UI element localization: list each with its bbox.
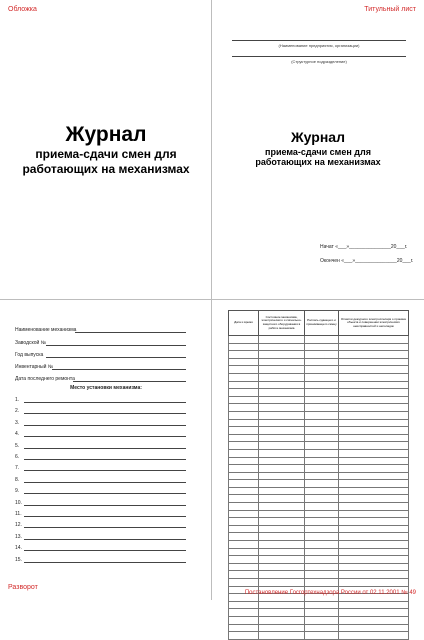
table-cell — [259, 389, 305, 397]
title-page-title: Журнал — [291, 129, 345, 145]
table-cell — [339, 465, 409, 473]
table-cell — [259, 533, 305, 541]
table-cell — [229, 518, 259, 526]
table-cell — [259, 616, 305, 624]
table-cell — [339, 601, 409, 609]
table-cell — [339, 571, 409, 579]
table-cell — [259, 579, 305, 587]
table-cell — [259, 571, 305, 579]
table-cell — [259, 510, 305, 518]
table-cell — [305, 556, 339, 564]
spread-label: Разворот — [8, 584, 38, 591]
table-cell — [305, 434, 339, 442]
table-cell — [259, 419, 305, 427]
title-page-subtitle-line1: приема-сдачи смен для — [265, 147, 371, 157]
place-line — [24, 436, 186, 437]
table-row — [229, 373, 409, 381]
table-cell — [259, 396, 305, 404]
table-cell — [259, 336, 305, 344]
table-row — [229, 457, 409, 465]
table-cell — [339, 556, 409, 564]
table-cell — [229, 632, 259, 640]
table-cell — [305, 525, 339, 533]
field-mechanism-name-label: Наименование механизма — [15, 327, 77, 333]
cover-page — [0, 0, 212, 300]
table-cell — [339, 525, 409, 533]
journal-table-page — [212, 300, 424, 600]
table-cell — [339, 609, 409, 617]
inner-left-page — [0, 300, 212, 600]
table-cell — [259, 503, 305, 511]
table-cell — [229, 525, 259, 533]
table-cell — [339, 366, 409, 374]
place-number: 10. — [15, 499, 22, 506]
table-cell — [339, 358, 409, 366]
place-line — [24, 413, 186, 414]
table-cell — [259, 465, 305, 473]
org-caption: (Наименование предприятия, организации) — [278, 43, 360, 48]
table-cell — [229, 343, 259, 351]
table-cell — [305, 427, 339, 435]
table-row — [229, 541, 409, 549]
table-cell — [339, 427, 409, 435]
table-cell — [229, 571, 259, 579]
table-cell — [305, 411, 339, 419]
table-cell — [229, 480, 259, 488]
table-cell — [305, 336, 339, 344]
table-cell — [339, 434, 409, 442]
table-cell — [229, 351, 259, 359]
horizontal-divider — [0, 299, 424, 300]
header-signature: Роспись сдающего и принимающего смену — [305, 311, 339, 336]
cover-subtitle-line1: приема-сдачи смен для — [35, 147, 177, 161]
table-row — [229, 404, 409, 412]
place-line — [24, 470, 186, 471]
table-cell — [305, 343, 339, 351]
finished-field: Окончен «___»_______________20___г. — [320, 258, 414, 264]
table-row — [229, 358, 409, 366]
table-cell — [305, 442, 339, 450]
table-cell — [259, 480, 305, 488]
field-serial-line — [46, 345, 186, 346]
table-cell — [305, 571, 339, 579]
table-cell — [339, 373, 409, 381]
table-row — [229, 351, 409, 359]
place-line — [24, 448, 186, 449]
table-cell — [229, 503, 259, 511]
table-cell — [229, 563, 259, 571]
table-row — [229, 472, 409, 480]
table-row — [229, 495, 409, 503]
table-cell — [259, 381, 305, 389]
table-row — [229, 533, 409, 541]
table-cell — [339, 472, 409, 480]
table-cell — [229, 381, 259, 389]
title-page — [212, 0, 424, 300]
table-row — [229, 336, 409, 344]
table-row — [229, 571, 409, 579]
table-cell — [305, 510, 339, 518]
table-cell — [339, 381, 409, 389]
table-cell — [259, 495, 305, 503]
table-cell — [339, 389, 409, 397]
table-cell — [259, 609, 305, 617]
table-cell — [229, 495, 259, 503]
field-year-line — [46, 357, 186, 358]
table-cell — [259, 541, 305, 549]
table-cell — [339, 579, 409, 587]
table-cell — [305, 563, 339, 571]
table-cell — [339, 563, 409, 571]
table-cell — [229, 336, 259, 344]
place-number: 14. — [15, 545, 22, 552]
table-row — [229, 396, 409, 404]
table-cell — [259, 487, 305, 495]
org-name-line — [232, 40, 406, 41]
table-cell — [259, 442, 305, 450]
table-row — [229, 487, 409, 495]
table-cell — [259, 343, 305, 351]
table-cell — [305, 503, 339, 511]
table-cell — [305, 457, 339, 465]
table-cell — [339, 616, 409, 624]
table-cell — [229, 449, 259, 457]
table-cell — [229, 427, 259, 435]
table-cell — [339, 343, 409, 351]
table-cell — [305, 609, 339, 617]
place-number: 12. — [15, 522, 22, 529]
table-cell — [259, 563, 305, 571]
table-cell — [259, 556, 305, 564]
footer-reference: Постановление Госгортехнадзора России от 02.11.2001 № 49 — [244, 590, 416, 596]
place-number: 1. — [15, 397, 20, 403]
table-cell — [339, 495, 409, 503]
table-row — [229, 556, 409, 564]
table-row — [229, 548, 409, 556]
table-cell — [339, 533, 409, 541]
table-cell — [339, 548, 409, 556]
table-row — [229, 427, 409, 435]
place-number: 4. — [15, 431, 20, 438]
table-cell — [259, 518, 305, 526]
table-cell — [229, 616, 259, 624]
cover-label: Обложка — [8, 6, 37, 13]
table-cell — [305, 541, 339, 549]
table-row — [229, 563, 409, 571]
table-cell — [339, 487, 409, 495]
table-cell — [259, 525, 305, 533]
table-row — [229, 366, 409, 374]
table-row — [229, 442, 409, 450]
table-cell — [305, 351, 339, 359]
table-row — [229, 510, 409, 518]
table-cell — [305, 449, 339, 457]
table-cell — [339, 632, 409, 640]
table-cell — [339, 541, 409, 549]
table-cell — [229, 609, 259, 617]
table-cell — [339, 480, 409, 488]
table-cell — [229, 548, 259, 556]
table-cell — [339, 518, 409, 526]
table-cell — [259, 548, 305, 556]
table-cell — [259, 624, 305, 632]
table-row — [229, 525, 409, 533]
table-cell — [229, 366, 259, 374]
table-cell — [305, 366, 339, 374]
field-inventory-label: Инвентарный № — [15, 364, 54, 370]
table-cell — [339, 411, 409, 419]
table-cell — [339, 624, 409, 632]
table-cell — [305, 396, 339, 404]
table-cell — [305, 487, 339, 495]
table-cell — [259, 601, 305, 609]
places-heading: Место установки механизма: — [70, 385, 142, 391]
table-row — [229, 434, 409, 442]
table-cell — [305, 480, 339, 488]
table-cell — [229, 358, 259, 366]
place-number: 7. — [15, 465, 20, 472]
table-cell — [305, 624, 339, 632]
place-line — [24, 505, 186, 506]
table-cell — [259, 449, 305, 457]
field-mechanism-name-line — [75, 332, 186, 333]
place-line — [24, 562, 186, 563]
table-cell — [259, 404, 305, 412]
table-cell — [339, 503, 409, 511]
table-cell — [339, 419, 409, 427]
table-cell — [305, 518, 339, 526]
table-cell — [229, 389, 259, 397]
table-cell — [305, 533, 339, 541]
started-field: Начат «___»_______________20___г. — [320, 244, 408, 250]
table-cell — [339, 510, 409, 518]
table-cell — [305, 632, 339, 640]
table-cell — [339, 336, 409, 344]
table-row — [229, 503, 409, 511]
table-cell — [259, 434, 305, 442]
place-number: 5. — [15, 442, 20, 449]
cover-title: Журнал — [65, 123, 147, 146]
place-number: 3. — [15, 419, 20, 426]
table-cell — [229, 396, 259, 404]
table-cell — [229, 419, 259, 427]
table-cell — [305, 472, 339, 480]
title-page-subtitle-line2: работающих на механизмах — [255, 157, 381, 167]
table-row — [229, 419, 409, 427]
table-row — [229, 480, 409, 488]
place-line — [24, 425, 186, 426]
field-repair-date-line — [73, 381, 186, 382]
table-row — [229, 616, 409, 624]
table-cell — [305, 616, 339, 624]
place-line — [24, 493, 186, 494]
table-row — [229, 381, 409, 389]
table-cell — [259, 632, 305, 640]
place-number: 13. — [15, 533, 22, 540]
header-state: Состояние механизма, электрического и сигнально-защитного оборудования в работе механизма — [259, 311, 305, 336]
place-line — [24, 527, 186, 528]
table-cell — [305, 404, 339, 412]
field-serial-label: Заводской № — [15, 340, 47, 346]
table-row — [229, 343, 409, 351]
table-cell — [229, 601, 259, 609]
table-cell — [305, 381, 339, 389]
table-cell — [259, 373, 305, 381]
place-number: 11. — [15, 511, 22, 517]
place-line — [24, 459, 186, 460]
table-row — [229, 632, 409, 640]
place-number: 15. — [15, 556, 22, 563]
table-cell — [229, 465, 259, 473]
table-cell — [229, 541, 259, 549]
field-year-label: Год выпуска — [15, 352, 44, 358]
table-cell — [305, 601, 339, 609]
table-cell — [305, 579, 339, 587]
table-cell — [259, 472, 305, 480]
field-inventory-line — [52, 369, 186, 370]
table-row — [229, 601, 409, 609]
table-cell — [305, 419, 339, 427]
table-cell — [229, 404, 259, 412]
table-cell — [259, 457, 305, 465]
table-row — [229, 518, 409, 526]
unit-line — [232, 56, 406, 57]
table-cell — [259, 427, 305, 435]
table-row — [229, 579, 409, 587]
table-cell — [339, 457, 409, 465]
table-cell — [229, 510, 259, 518]
table-header-row — [229, 311, 409, 336]
header-datetime: Дата и время — [229, 311, 259, 336]
table-row — [229, 411, 409, 419]
table-cell — [229, 434, 259, 442]
place-line — [24, 516, 186, 517]
table-cell — [229, 373, 259, 381]
unit-caption: (Структурное подразделение) — [291, 59, 347, 64]
table-cell — [229, 472, 259, 480]
place-number: 6. — [15, 454, 20, 460]
table-row — [229, 609, 409, 617]
table-cell — [229, 411, 259, 419]
table-cell — [339, 351, 409, 359]
place-line — [24, 402, 186, 403]
place-line — [24, 482, 186, 483]
table-cell — [229, 457, 259, 465]
table-cell — [339, 449, 409, 457]
place-line — [24, 550, 186, 551]
table-cell — [229, 487, 259, 495]
table-cell — [305, 495, 339, 503]
cover-subtitle-line2: работающих на механизмах — [22, 162, 190, 176]
table-cell — [339, 442, 409, 450]
table-cell — [259, 358, 305, 366]
table-cell — [259, 366, 305, 374]
vertical-divider — [211, 0, 212, 600]
table-row — [229, 389, 409, 397]
table-cell — [229, 579, 259, 587]
place-number: 8. — [15, 476, 20, 483]
table-cell — [305, 358, 339, 366]
place-line — [24, 539, 186, 540]
table-cell — [229, 533, 259, 541]
place-number: 2. — [15, 408, 20, 415]
table-row — [229, 465, 409, 473]
table-cell — [229, 442, 259, 450]
table-cell — [259, 411, 305, 419]
header-electrician-notes: Отметки дежурного электрослесаря о приемке объекта и совершении электрических неисправностей и неполадок — [339, 311, 409, 336]
table-cell — [305, 548, 339, 556]
title-sheet-label: Титульный лист — [364, 6, 416, 13]
table-cell — [339, 404, 409, 412]
table-cell — [339, 396, 409, 404]
table-cell — [305, 373, 339, 381]
table-cell — [305, 465, 339, 473]
table-cell — [229, 624, 259, 632]
table-row — [229, 624, 409, 632]
place-number: 9. — [15, 488, 20, 495]
table-cell — [229, 556, 259, 564]
table-row — [229, 449, 409, 457]
field-repair-date-label: Дата последнего ремонта — [15, 376, 75, 382]
table-cell — [305, 389, 339, 397]
table-cell — [259, 351, 305, 359]
